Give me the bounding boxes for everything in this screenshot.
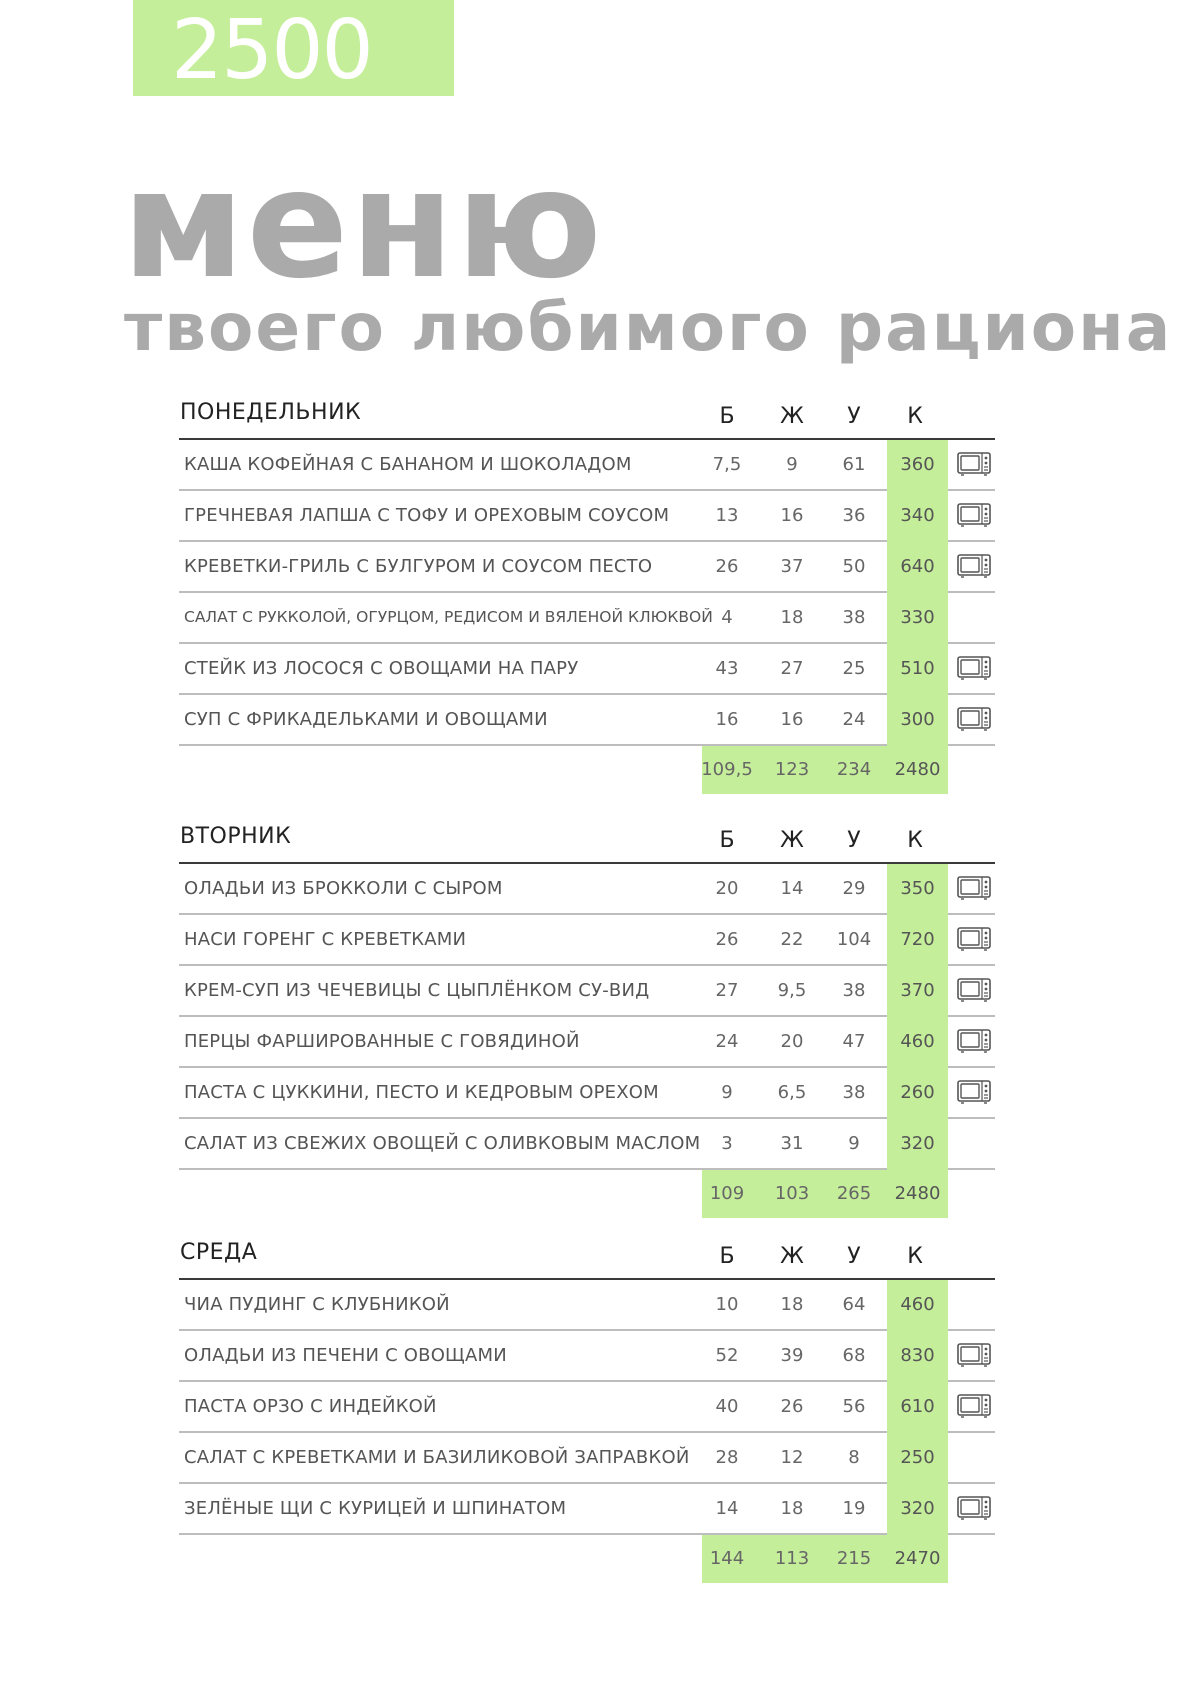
carbs-value: 64 [842, 1294, 866, 1315]
carbs-value: 56 [842, 1396, 866, 1417]
table-row [179, 1331, 995, 1382]
dish-name: САЛАТ С РУККОЛОЙ, ОГУРЦОМ, РЕДИСОМ И ВЯЛЕНОЙ КЛЮКВОЙ [184, 608, 713, 626]
carbs-value: 68 [842, 1345, 866, 1366]
carbs-value: 104 [836, 929, 872, 950]
column-header-fat: Ж [780, 404, 804, 429]
table-row [179, 644, 995, 695]
column-header-fat: Ж [780, 1244, 804, 1269]
kcal-value: 370 [900, 980, 935, 1001]
fat-value: 26 [780, 1396, 804, 1417]
carbs-value: 47 [842, 1031, 866, 1052]
microwave-icon [957, 554, 991, 578]
column-header-carbs: У [847, 404, 861, 429]
protein-value: 7,5 [712, 454, 742, 475]
carbs-value: 29 [842, 878, 866, 899]
kcal-value: 720 [900, 929, 935, 950]
total-carbs: 265 [836, 1183, 872, 1204]
protein-value: 40 [715, 1396, 739, 1417]
total-kcal: 2480 [894, 1183, 941, 1204]
carbs-value: 36 [842, 505, 866, 526]
total-fat: 103 [774, 1183, 810, 1204]
day-section [179, 392, 995, 794]
table-row [179, 1068, 995, 1119]
kcal-value: 340 [900, 505, 935, 526]
day-section [179, 1232, 995, 1583]
protein-value: 13 [715, 505, 739, 526]
dish-name: ПАСТА С ЦУККИНИ, ПЕСТО И КЕДРОВЫМ ОРЕХОМ [184, 1082, 659, 1103]
microwave-icon [957, 707, 991, 731]
day-name: ПОНЕДЕЛЬНИК [180, 400, 362, 425]
microwave-icon [957, 1080, 991, 1104]
carbs-value: 38 [842, 607, 866, 628]
calorie-badge-value: 2500 [171, 3, 372, 98]
fat-value: 20 [780, 1031, 804, 1052]
microwave-icon [957, 1394, 991, 1418]
fat-value: 27 [780, 658, 804, 679]
fat-value: 9 [786, 454, 798, 475]
fat-value: 16 [780, 505, 804, 526]
dish-name: НАСИ ГОРЕНГ С КРЕВЕТКАМИ [184, 929, 467, 950]
page-title: меню [122, 138, 604, 312]
column-header-carbs: У [847, 1244, 861, 1269]
microwave-icon [957, 1029, 991, 1053]
table-row [179, 966, 995, 1017]
carbs-value: 19 [842, 1498, 866, 1519]
microwave-icon [957, 1343, 991, 1367]
day-total-row [179, 1535, 995, 1583]
kcal-value: 260 [900, 1082, 935, 1103]
protein-value: 14 [715, 1498, 739, 1519]
total-fat: 123 [774, 759, 810, 780]
dish-name: САЛАТ С КРЕВЕТКАМИ И БАЗИЛИКОВОЙ ЗАПРАВКОЙ [184, 1447, 690, 1468]
day-total-row [179, 1170, 995, 1218]
calorie-badge [133, 0, 454, 96]
table-row [179, 491, 995, 542]
carbs-value: 38 [842, 1082, 866, 1103]
table-row [179, 440, 995, 491]
dish-name: КРЕВЕТКИ-ГРИЛЬ С БУЛГУРОМ И СОУСОМ ПЕСТО [184, 556, 653, 577]
kcal-value: 610 [900, 1396, 935, 1417]
protein-value: 3 [721, 1133, 733, 1154]
table-row [179, 695, 995, 746]
microwave-icon [957, 452, 991, 476]
table-row [179, 1382, 995, 1433]
protein-value: 26 [715, 556, 739, 577]
fat-value: 31 [780, 1133, 804, 1154]
fat-value: 18 [780, 1498, 804, 1519]
microwave-icon [957, 1496, 991, 1520]
day-header [179, 392, 995, 440]
protein-value: 10 [715, 1294, 739, 1315]
protein-value: 16 [715, 709, 739, 730]
fat-value: 16 [780, 709, 804, 730]
kcal-value: 360 [900, 454, 935, 475]
fat-value: 39 [780, 1345, 804, 1366]
kcal-value: 640 [900, 556, 935, 577]
fat-value: 18 [780, 1294, 804, 1315]
day-section [179, 816, 995, 1218]
total-protein: 109,5 [701, 759, 753, 780]
protein-value: 27 [715, 980, 739, 1001]
table-row [179, 915, 995, 966]
fat-value: 12 [780, 1447, 804, 1468]
protein-value: 52 [715, 1345, 739, 1366]
carbs-value: 25 [842, 658, 866, 679]
dish-name: ЧИА ПУДИНГ С КЛУБНИКОЙ [184, 1294, 450, 1315]
protein-value: 43 [715, 658, 739, 679]
microwave-icon [957, 503, 991, 527]
total-carbs: 215 [836, 1548, 872, 1569]
kcal-value: 330 [900, 607, 935, 628]
table-row [179, 1017, 995, 1068]
carbs-value: 8 [848, 1447, 860, 1468]
table-row [179, 1484, 995, 1535]
protein-value: 9 [721, 1082, 733, 1103]
carbs-value: 50 [842, 556, 866, 577]
carbs-value: 24 [842, 709, 866, 730]
total-protein: 144 [709, 1548, 745, 1569]
fat-value: 37 [780, 556, 804, 577]
kcal-value: 830 [900, 1345, 935, 1366]
kcal-value: 350 [900, 878, 935, 899]
column-header-protein: Б [719, 828, 735, 853]
microwave-icon [957, 978, 991, 1002]
total-kcal: 2470 [894, 1548, 941, 1569]
kcal-value: 510 [900, 658, 935, 679]
dish-name: КАША КОФЕЙНАЯ С БАНАНОМ И ШОКОЛАДОМ [184, 454, 632, 475]
kcal-value: 460 [900, 1294, 935, 1315]
kcal-value: 300 [900, 709, 935, 730]
fat-value: 18 [780, 607, 804, 628]
column-header-kcal: К [907, 404, 923, 429]
table-row [179, 1280, 995, 1331]
microwave-icon [957, 927, 991, 951]
dish-name: СУП С ФРИКАДЕЛЬКАМИ И ОВОЩАМИ [184, 709, 548, 730]
dish-name: ОЛАДЬИ ИЗ ПЕЧЕНИ С ОВОЩАМИ [184, 1345, 507, 1366]
table-row [179, 1433, 995, 1484]
fat-value: 22 [780, 929, 804, 950]
dish-name: ПАСТА ОРЗО С ИНДЕЙКОЙ [184, 1396, 437, 1417]
table-row [179, 542, 995, 593]
table-row [179, 864, 995, 915]
total-fat: 113 [774, 1548, 810, 1569]
dish-name: ОЛАДЬИ ИЗ БРОККОЛИ С СЫРОМ [184, 878, 503, 899]
column-header-protein: Б [719, 1244, 735, 1269]
day-header [179, 1232, 995, 1280]
dish-name: ГРЕЧНЕВАЯ ЛАПША С ТОФУ И ОРЕХОВЫМ СОУСОМ [184, 505, 670, 526]
column-header-kcal: К [907, 1244, 923, 1269]
column-header-kcal: К [907, 828, 923, 853]
kcal-value: 320 [900, 1498, 935, 1519]
total-kcal: 2480 [894, 759, 941, 780]
kcal-value: 250 [900, 1447, 935, 1468]
column-header-fat: Ж [780, 828, 804, 853]
protein-value: 26 [715, 929, 739, 950]
day-total-row [179, 746, 995, 794]
dish-name: ЗЕЛЁНЫЕ ЩИ С КУРИЦЕЙ И ШПИНАТОМ [184, 1498, 567, 1519]
day-name: СРЕДА [180, 1240, 258, 1265]
dish-name: СТЕЙК ИЗ ЛОСОСЯ С ОВОЩАМИ НА ПАРУ [184, 658, 579, 679]
protein-value: 28 [715, 1447, 739, 1468]
fat-value: 6,5 [777, 1082, 807, 1103]
dish-name: ПЕРЦЫ ФАРШИРОВАННЫЕ С ГОВЯДИНОЙ [184, 1031, 580, 1052]
fat-value: 9,5 [777, 980, 807, 1001]
protein-value: 20 [715, 878, 739, 899]
total-protein: 109 [709, 1183, 745, 1204]
total-carbs: 234 [836, 759, 872, 780]
dish-name: КРЕМ-СУП ИЗ ЧЕЧЕВИЦЫ С ЦЫПЛЁНКОМ СУ-ВИД [184, 980, 650, 1001]
table-row [179, 593, 995, 644]
carbs-value: 38 [842, 980, 866, 1001]
fat-value: 14 [780, 878, 804, 899]
day-name: ВТОРНИК [180, 824, 292, 849]
microwave-icon [957, 656, 991, 680]
microwave-icon [957, 876, 991, 900]
carbs-value: 9 [848, 1133, 860, 1154]
table-row [179, 1119, 995, 1170]
dish-name: САЛАТ ИЗ СВЕЖИХ ОВОЩЕЙ С ОЛИВКОВЫМ МАСЛОМ [184, 1133, 701, 1154]
protein-value: 4 [721, 607, 733, 628]
kcal-value: 320 [900, 1133, 935, 1154]
protein-value: 24 [715, 1031, 739, 1052]
page-subtitle: твоего любимого рациона [124, 289, 1173, 366]
column-header-protein: Б [719, 404, 735, 429]
carbs-value: 61 [842, 454, 866, 475]
kcal-value: 460 [900, 1031, 935, 1052]
day-header [179, 816, 995, 864]
column-header-carbs: У [847, 828, 861, 853]
